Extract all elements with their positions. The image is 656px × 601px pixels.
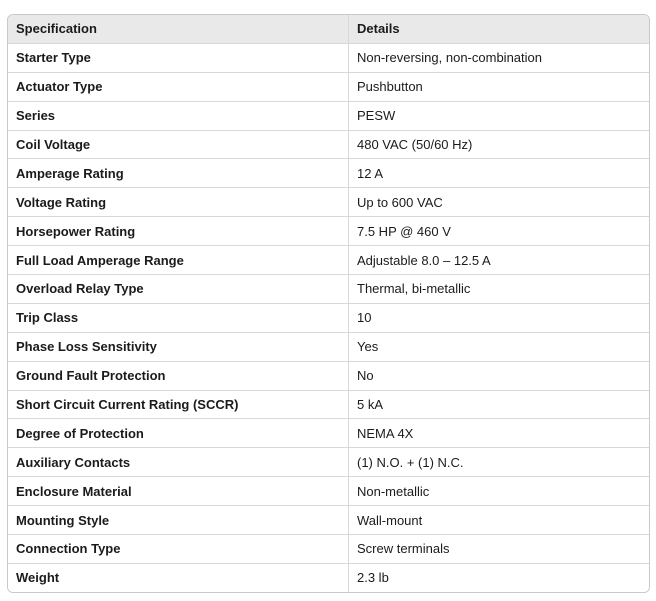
header-row bbox=[8, 15, 649, 43]
header-cell-specification: Specification bbox=[8, 15, 349, 43]
spec-cell: Overload Relay Type bbox=[8, 275, 349, 304]
spec-cell: Short Circuit Current Rating (SCCR) bbox=[8, 390, 349, 419]
table-row bbox=[8, 159, 649, 188]
table-row bbox=[8, 448, 649, 477]
table-row bbox=[8, 361, 649, 390]
spec-cell: Ground Fault Protection bbox=[8, 361, 349, 390]
table-row bbox=[8, 332, 649, 361]
spec-cell: Enclosure Material bbox=[8, 477, 349, 506]
detail-cell: NEMA 4X bbox=[349, 419, 650, 448]
detail-cell: Screw terminals bbox=[349, 535, 650, 564]
detail-cell: Yes bbox=[349, 332, 650, 361]
detail-cell: 7.5 HP @ 460 V bbox=[349, 217, 650, 246]
spec-cell: Auxiliary Contacts bbox=[8, 448, 349, 477]
detail-cell: Pushbutton bbox=[349, 72, 650, 101]
spec-cell: Actuator Type bbox=[8, 72, 349, 101]
spec-cell: Horsepower Rating bbox=[8, 217, 349, 246]
detail-cell: PESW bbox=[349, 101, 650, 130]
spec-cell: Connection Type bbox=[8, 535, 349, 564]
detail-cell: No bbox=[349, 361, 650, 390]
spec-cell: Trip Class bbox=[8, 303, 349, 332]
detail-cell: 480 VAC (50/60 Hz) bbox=[349, 130, 650, 159]
spec-cell: Full Load Amperage Range bbox=[8, 246, 349, 275]
detail-cell: Wall-mount bbox=[349, 506, 650, 535]
spec-cell: Mounting Style bbox=[8, 506, 349, 535]
detail-cell: Up to 600 VAC bbox=[349, 188, 650, 217]
table-row bbox=[8, 246, 649, 275]
table-row bbox=[8, 275, 649, 304]
table-header bbox=[8, 15, 649, 43]
table-row bbox=[8, 43, 649, 72]
detail-cell: Thermal, bi-metallic bbox=[349, 275, 650, 304]
spec-cell: Coil Voltage bbox=[8, 130, 349, 159]
detail-cell: (1) N.O. + (1) N.C. bbox=[349, 448, 650, 477]
table-row bbox=[8, 303, 649, 332]
spec-cell: Voltage Rating bbox=[8, 188, 349, 217]
table-row bbox=[8, 563, 649, 591]
spec-cell: Degree of Protection bbox=[8, 419, 349, 448]
detail-cell: 10 bbox=[349, 303, 650, 332]
detail-cell: Non-metallic bbox=[349, 477, 650, 506]
specification-table bbox=[8, 15, 649, 592]
detail-cell: 12 A bbox=[349, 159, 650, 188]
table-row bbox=[8, 390, 649, 419]
spec-cell: Series bbox=[8, 101, 349, 130]
table-row bbox=[8, 419, 649, 448]
spec-cell: Starter Type bbox=[8, 43, 349, 72]
specification-table-container bbox=[7, 14, 650, 593]
detail-cell: 5 kA bbox=[349, 390, 650, 419]
spec-cell: Phase Loss Sensitivity bbox=[8, 332, 349, 361]
spec-cell: Weight bbox=[8, 563, 349, 591]
table-row bbox=[8, 506, 649, 535]
table-row bbox=[8, 477, 649, 506]
table-row bbox=[8, 217, 649, 246]
table-row bbox=[8, 130, 649, 159]
spec-cell: Amperage Rating bbox=[8, 159, 349, 188]
table-body bbox=[8, 43, 649, 591]
table-row bbox=[8, 72, 649, 101]
header-cell-details: Details bbox=[349, 15, 650, 43]
table-row bbox=[8, 535, 649, 564]
detail-cell: 2.3 lb bbox=[349, 563, 650, 591]
table-row bbox=[8, 101, 649, 130]
detail-cell: Non-reversing, non-combination bbox=[349, 43, 650, 72]
table-row bbox=[8, 188, 649, 217]
detail-cell: Adjustable 8.0 – 12.5 A bbox=[349, 246, 650, 275]
